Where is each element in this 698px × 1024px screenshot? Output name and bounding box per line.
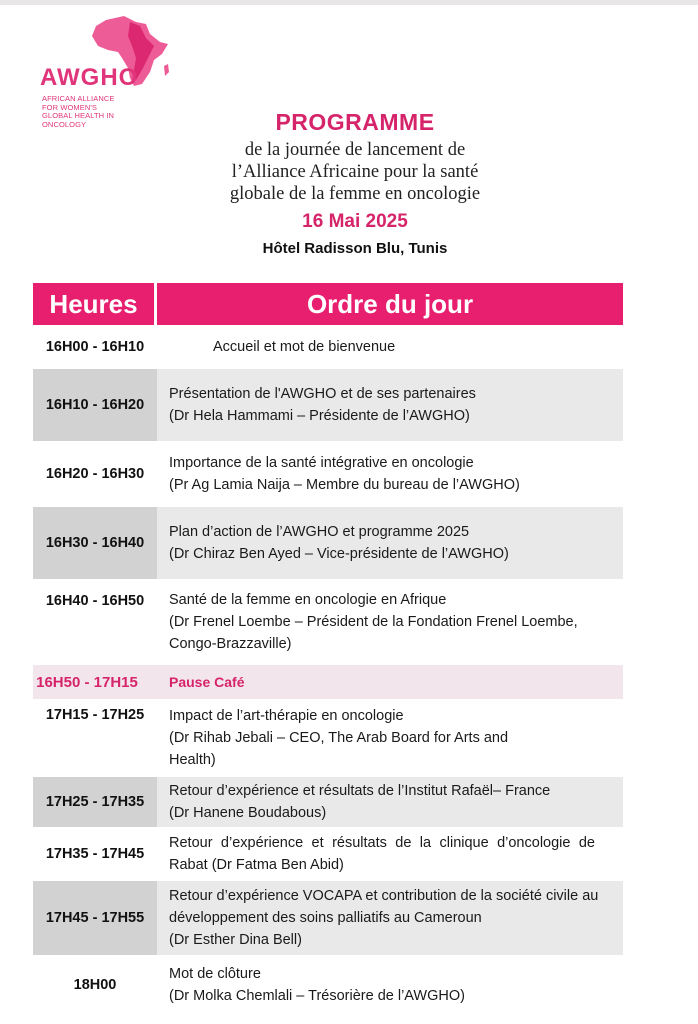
subtitle-line-1: de la journée de lancement de bbox=[244, 140, 466, 160]
row-agenda bbox=[157, 581, 623, 663]
row-title: Mot de clôture bbox=[169, 966, 261, 982]
row-agenda bbox=[157, 829, 623, 879]
row-title: Importance de la santé intégrative en oncologie bbox=[169, 455, 474, 471]
subtitle-line-2: l’Alliance Africaine pour la santé bbox=[231, 162, 479, 182]
event-venue: Hôtel Radisson Blu, Tunis bbox=[262, 240, 448, 257]
row-speaker: (Dr Rihab Jebali – CEO, The Arab Board for Arts and Health) bbox=[169, 730, 509, 768]
page-title: PROGRAMME bbox=[275, 109, 435, 135]
row-agenda bbox=[157, 369, 623, 441]
row-title: Accueil et mot de bienvenue bbox=[213, 339, 396, 355]
table-row bbox=[33, 881, 623, 955]
table-row bbox=[33, 701, 623, 775]
row-speaker: (Pr Ag Lamia Naija – Membre du bureau de l’AWGHO) bbox=[169, 477, 520, 493]
program-header bbox=[130, 108, 580, 258]
row-speaker: (Dr Frenel Loembe – Président de la Fondation Frenel Loembe, Congo-Brazzaville) bbox=[169, 614, 578, 652]
table-row-pause bbox=[33, 665, 623, 699]
row-title: Retour d’expérience et résultats de l’Institut Rafaël– France bbox=[169, 783, 551, 799]
row-speaker: (Dr Hanene Boudabous) bbox=[169, 805, 327, 821]
row-agenda bbox=[157, 701, 623, 775]
table-row bbox=[33, 443, 623, 505]
row-agenda bbox=[157, 957, 623, 1013]
subtitle-line-3: globale de la femme en oncologie bbox=[229, 184, 481, 204]
logo-subtitle: AFRICAN ALLIANCE FOR WOMEN'S GLOBAL HEALTH IN ONCOLOGY bbox=[42, 94, 115, 129]
row-time: 16H30 - 16H40 bbox=[33, 507, 157, 579]
row-time: 17H15 - 17H25 bbox=[45, 707, 145, 723]
row-agenda bbox=[157, 507, 623, 579]
row-time: 17H35 - 17H45 bbox=[45, 846, 145, 862]
table-row bbox=[33, 581, 623, 663]
column-header-agenda: Ordre du jour bbox=[306, 289, 474, 319]
table-row bbox=[33, 507, 623, 579]
event-date: 16 Mai 2025 bbox=[302, 211, 408, 232]
row-speaker: (Dr Molka Chemlali – Trésorière de l’AWGHO) bbox=[169, 988, 465, 1004]
row-title: Pause Café bbox=[169, 674, 245, 690]
row-speaker: (Dr Chiraz Ben Ayed – Vice-présidente de l’AWGHO) bbox=[169, 546, 509, 562]
row-time: 16H20 - 16H30 bbox=[45, 466, 145, 482]
row-time: 18H00 bbox=[73, 977, 117, 993]
top-bar bbox=[0, 0, 698, 5]
row-title: Retour d’expérience VOCAPA et contribution de la société civile au développement des soins palliatifs au Cameroun bbox=[169, 888, 599, 926]
row-time: 17H25 - 17H35 bbox=[33, 777, 157, 827]
row-speaker: (Dr Hela Hammami – Présidente de l’AWGHO) bbox=[169, 408, 470, 424]
row-title: Santé de la femme en oncologie en Afrique bbox=[169, 592, 447, 608]
agenda-table-header bbox=[33, 283, 623, 325]
table-row bbox=[33, 957, 623, 1013]
row-agenda bbox=[157, 665, 623, 699]
row-agenda bbox=[157, 327, 623, 367]
row-time: 16H40 - 16H50 bbox=[45, 593, 145, 609]
row-time: 16H00 - 16H10 bbox=[45, 339, 145, 355]
row-time: 16H10 - 16H20 bbox=[33, 369, 157, 441]
row-speaker: (Dr Esther Dina Bell) bbox=[169, 932, 302, 948]
table-row bbox=[33, 369, 623, 441]
table-row bbox=[33, 327, 623, 367]
table-row bbox=[33, 829, 623, 879]
row-agenda bbox=[157, 777, 623, 827]
row-title: Impact de l’art-thérapie en oncologie bbox=[169, 708, 404, 724]
row-time: 16H50 - 17H15 bbox=[36, 673, 138, 691]
row-title: Plan d’action de l’AWGHO et programme 2025 bbox=[169, 524, 470, 540]
row-agenda bbox=[157, 443, 623, 505]
row-title: Présentation de l'AWGHO et de ses partenaires bbox=[169, 386, 476, 402]
row-agenda bbox=[157, 881, 623, 955]
row-time: 17H45 - 17H55 bbox=[33, 881, 157, 955]
logo-title: AWGHO bbox=[40, 64, 139, 91]
column-header-time: Heures bbox=[33, 283, 157, 325]
table-row bbox=[33, 777, 623, 827]
row-title: Retour d’expérience et résultats de la clinique d’oncologie de Rabat (Dr Fatma Ben Abid) bbox=[169, 835, 595, 873]
